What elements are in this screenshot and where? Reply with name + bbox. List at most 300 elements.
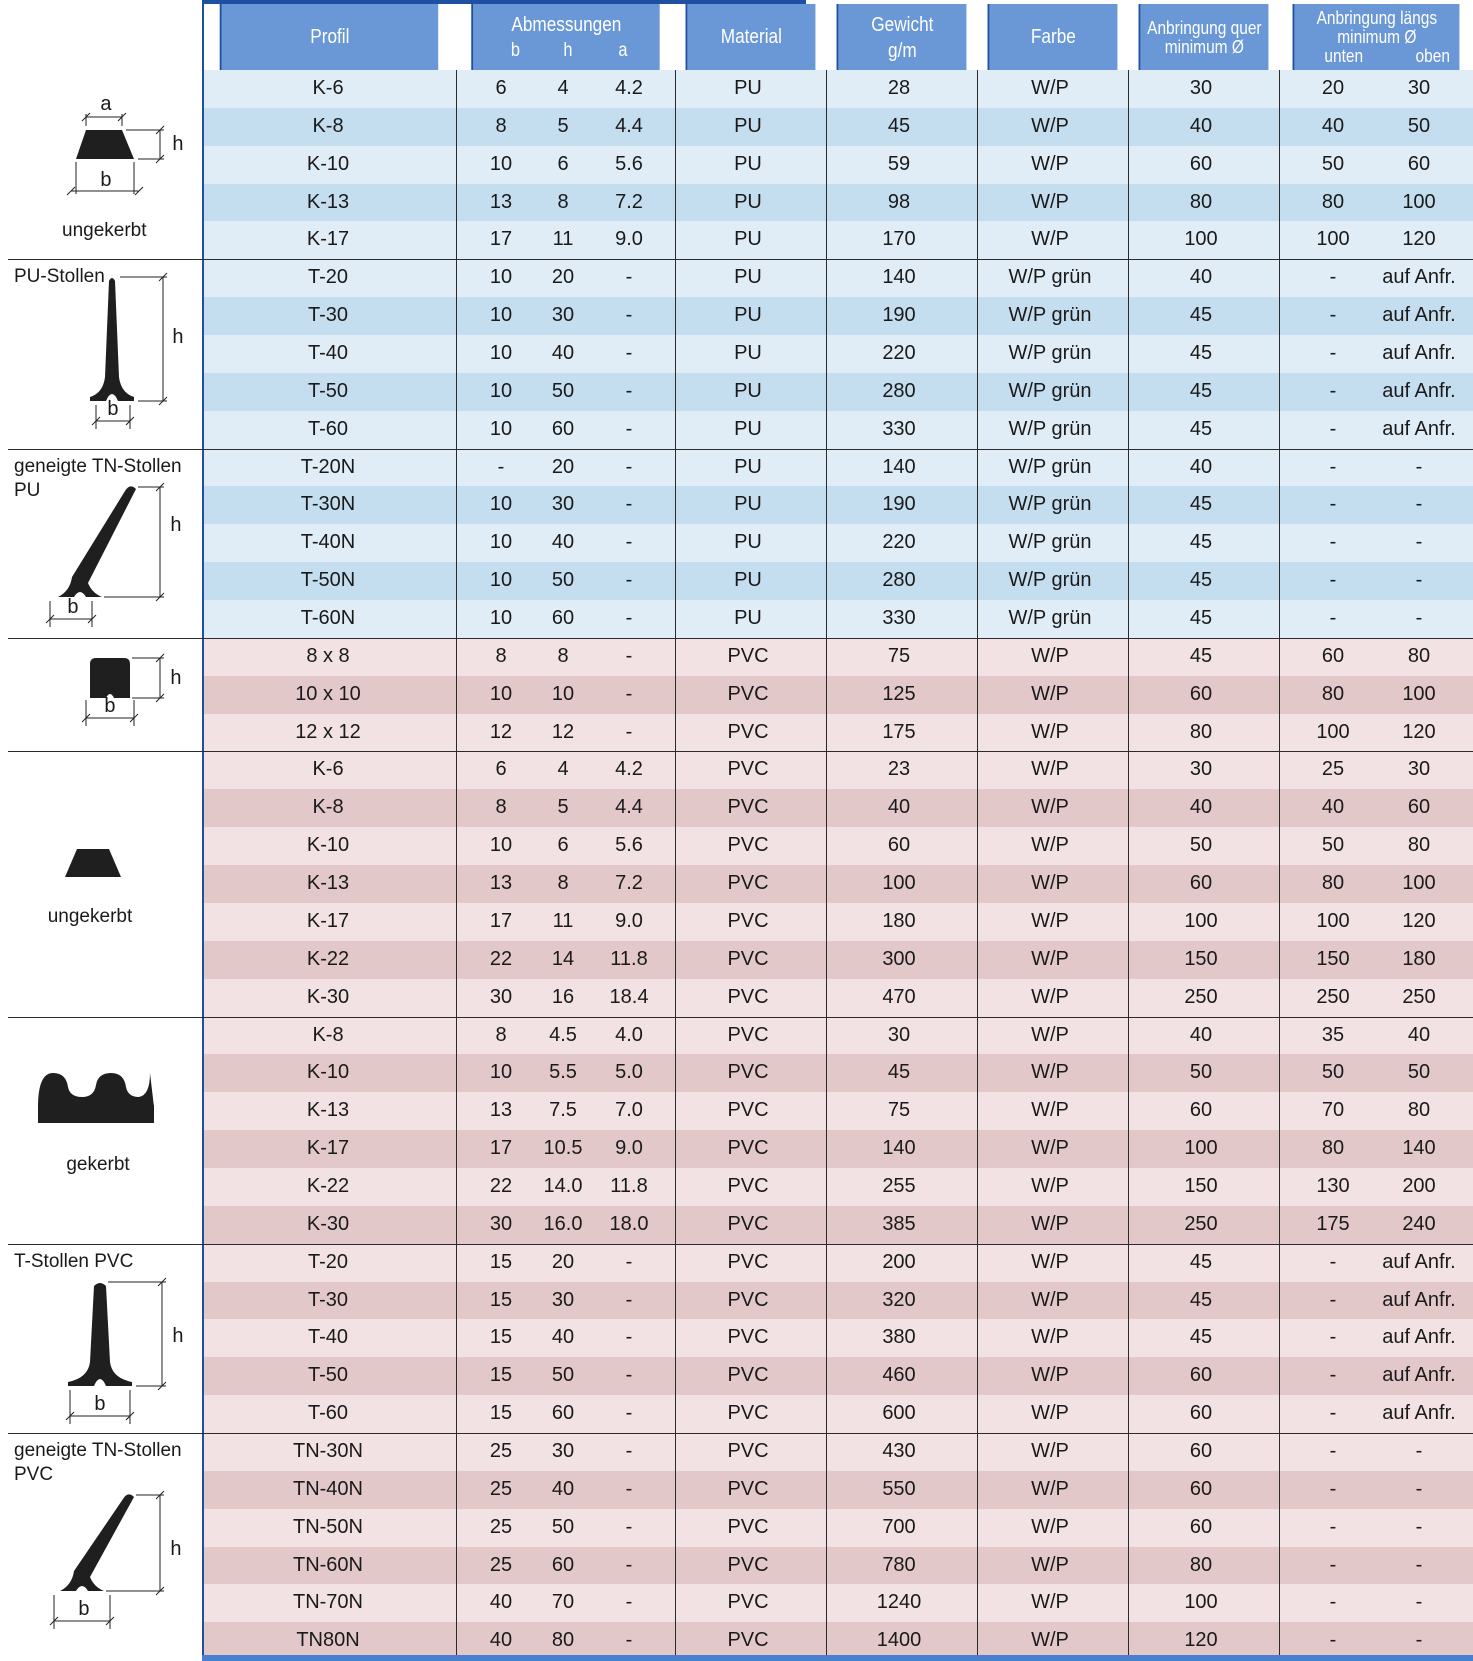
cell-dim-h: 5 bbox=[557, 796, 569, 819]
cell-profil: T-60 bbox=[307, 417, 349, 440]
cell-quer: 60 bbox=[1189, 872, 1213, 895]
cell-material: PU bbox=[734, 228, 762, 251]
table-row bbox=[202, 146, 1473, 184]
cell-laengs-unten: 130 bbox=[1316, 1174, 1350, 1197]
cell-dim-a: - bbox=[625, 569, 633, 592]
cell-laengs-oben: auf Anfr. bbox=[1382, 1402, 1456, 1425]
cell-profil: 12 x 12 bbox=[295, 720, 361, 743]
cell-quer: 50 bbox=[1189, 834, 1213, 857]
cell-laengs-unten: - bbox=[1329, 379, 1337, 402]
cell-dim-h: 20 bbox=[551, 266, 575, 289]
cell-laengs-oben: - bbox=[1415, 1477, 1423, 1500]
table-row bbox=[202, 1017, 1473, 1055]
cell-laengs-unten: 50 bbox=[1321, 152, 1345, 175]
cell-laengs-oben: auf Anfr. bbox=[1382, 1326, 1456, 1349]
cell-dim-b: 10 bbox=[489, 607, 513, 630]
table-row bbox=[202, 297, 1473, 335]
cell-dim-a: - bbox=[625, 1364, 633, 1387]
cell-profil: TN-70N bbox=[292, 1591, 363, 1614]
cell-dim-b: 25 bbox=[489, 1515, 513, 1538]
cell-material: PU bbox=[734, 114, 762, 137]
cell-quer: 45 bbox=[1189, 342, 1213, 365]
cell-farbe: W/P bbox=[1031, 77, 1069, 99]
header-abmessungen-label: Abmessungen bbox=[511, 14, 622, 36]
cell-dim-a: 7.2 bbox=[615, 190, 643, 213]
header-farbe bbox=[988, 4, 1118, 70]
cell-profil: T-20N bbox=[300, 455, 356, 478]
cell-laengs-unten: - bbox=[1329, 1326, 1337, 1349]
cell-gewicht: 190 bbox=[882, 493, 916, 516]
cell-dim-h: 7.5 bbox=[549, 1099, 577, 1122]
cell-farbe: W/P bbox=[1031, 1099, 1069, 1122]
cell-laengs-unten: 80 bbox=[1321, 1137, 1345, 1160]
cell-laengs-oben: 50 bbox=[1407, 114, 1431, 137]
cell-quer: 150 bbox=[1184, 1174, 1218, 1197]
cell-dim-h: 50 bbox=[551, 379, 575, 402]
cell-laengs-oben: 30 bbox=[1407, 77, 1431, 99]
cell-laengs-oben: 120 bbox=[1402, 909, 1436, 932]
cell-farbe: W/P bbox=[1031, 1250, 1069, 1273]
cell-gewicht: 100 bbox=[882, 872, 916, 895]
cell-dim-a: - bbox=[625, 1288, 633, 1311]
table-row bbox=[202, 676, 1473, 714]
cell-dim-a: 11.8 bbox=[610, 947, 648, 970]
cell-dim-h: 11 bbox=[552, 228, 574, 251]
cell-material: PVC bbox=[727, 872, 769, 895]
cell-dim-a: - bbox=[625, 1326, 633, 1349]
cell-dim-b: 10 bbox=[489, 304, 513, 327]
cell-farbe: W/P grün bbox=[1008, 569, 1092, 592]
table-row bbox=[202, 335, 1473, 373]
cell-dim-a: 4.0 bbox=[615, 1023, 643, 1046]
cell-material: PVC bbox=[727, 1553, 769, 1576]
cell-laengs-unten: 80 bbox=[1321, 872, 1345, 895]
cell-dim-b: 10 bbox=[489, 493, 513, 516]
cell-gewicht: 550 bbox=[882, 1477, 916, 1500]
table-row bbox=[202, 789, 1473, 827]
cell-material: PU bbox=[734, 342, 762, 365]
cell-profil: T-50 bbox=[307, 1364, 349, 1387]
cell-laengs-unten: - bbox=[1329, 266, 1337, 289]
cell-dim-a: 18.4 bbox=[609, 985, 649, 1008]
header-laengs-unten: unten bbox=[1324, 46, 1364, 66]
cell-dim-b: 8 bbox=[495, 1023, 507, 1046]
cell-laengs-oben: auf Anfr. bbox=[1382, 417, 1456, 440]
cell-dim-a: - bbox=[625, 493, 633, 516]
cell-dim-a: - bbox=[625, 266, 633, 289]
cell-laengs-oben: 80 bbox=[1407, 644, 1431, 667]
group-separator bbox=[8, 1017, 1473, 1018]
cell-laengs-unten: 100 bbox=[1316, 720, 1350, 743]
cell-dim-b: 15 bbox=[489, 1402, 513, 1425]
group-separator bbox=[8, 1433, 1473, 1434]
cell-dim-h: 5.5 bbox=[549, 1061, 577, 1084]
table-row bbox=[202, 1092, 1473, 1130]
group-label: PU bbox=[14, 479, 41, 501]
table-row bbox=[202, 1054, 1473, 1092]
cell-dim-h: 20 bbox=[551, 1250, 575, 1273]
cell-gewicht: 600 bbox=[882, 1402, 916, 1425]
cell-quer: 80 bbox=[1189, 190, 1213, 213]
header-dim-a: a bbox=[618, 40, 628, 61]
table-row bbox=[202, 827, 1473, 865]
cell-gewicht: 140 bbox=[882, 266, 916, 289]
square-profile-shape bbox=[90, 658, 130, 698]
cell-dim-a: - bbox=[625, 720, 633, 743]
cell-dim-h: 14 bbox=[551, 947, 575, 970]
header-abmessungen bbox=[471, 4, 659, 70]
cell-laengs-unten: 175 bbox=[1316, 1212, 1350, 1235]
cell-quer: 45 bbox=[1189, 304, 1213, 327]
header-laengs-line2: minimum Ø bbox=[1337, 27, 1417, 47]
cell-material: PVC bbox=[727, 1061, 769, 1084]
cell-gewicht: 75 bbox=[887, 644, 911, 667]
cell-dim-a: - bbox=[625, 1402, 633, 1425]
group-separator bbox=[8, 1244, 1473, 1245]
cell-dim-h: 40 bbox=[551, 1477, 575, 1500]
cell-material: PVC bbox=[727, 796, 769, 819]
cell-gewicht: 1400 bbox=[876, 1629, 922, 1652]
cell-dim-b: 8 bbox=[495, 114, 507, 137]
cell-dim-h: 40 bbox=[551, 531, 575, 554]
cell-material: PVC bbox=[727, 1288, 769, 1311]
cell-laengs-unten: - bbox=[1329, 569, 1337, 592]
cell-quer: 45 bbox=[1189, 607, 1213, 630]
cell-laengs-oben: 50 bbox=[1407, 1061, 1431, 1084]
table-row bbox=[202, 108, 1473, 146]
cell-quer: 45 bbox=[1189, 1250, 1213, 1273]
cell-material: PVC bbox=[727, 1439, 769, 1462]
t-cleat-wide-dimensioned-icon bbox=[8, 1244, 202, 1433]
cell-material: PU bbox=[734, 77, 762, 99]
cell-dim-a: - bbox=[625, 342, 633, 365]
table-row bbox=[202, 184, 1473, 222]
cell-gewicht: 40 bbox=[887, 796, 911, 819]
cell-material: PVC bbox=[727, 758, 769, 781]
cell-farbe: W/P bbox=[1031, 909, 1069, 932]
cell-quer: 30 bbox=[1189, 758, 1213, 781]
table-row bbox=[202, 259, 1473, 297]
group-separator bbox=[8, 259, 1473, 260]
trapezoid-dimensioned-icon bbox=[8, 70, 202, 259]
cell-gewicht: 1240 bbox=[876, 1591, 922, 1614]
cell-quer: 45 bbox=[1189, 644, 1213, 667]
cell-gewicht: 780 bbox=[882, 1553, 916, 1576]
cell-dim-a: 18.0 bbox=[609, 1212, 649, 1235]
cell-farbe: W/P grün bbox=[1008, 342, 1092, 365]
cell-dim-h: 30 bbox=[551, 1288, 575, 1311]
group-cell bbox=[8, 1433, 202, 1660]
table-row bbox=[202, 70, 1473, 108]
cell-dim-a: - bbox=[625, 417, 633, 440]
cell-gewicht: 75 bbox=[887, 1099, 911, 1122]
group-separator bbox=[8, 449, 1473, 450]
table-row bbox=[202, 449, 1473, 487]
cell-dim-h: 4.5 bbox=[549, 1023, 577, 1046]
dimension-label: h bbox=[170, 513, 182, 536]
cell-laengs-unten: - bbox=[1329, 1553, 1337, 1576]
cell-profil: TN-30N bbox=[292, 1439, 363, 1462]
header-dim-b: b bbox=[510, 40, 520, 61]
inclined-cleat-shape bbox=[58, 486, 136, 597]
cell-laengs-unten: 60 bbox=[1321, 644, 1345, 667]
cell-gewicht: 460 bbox=[882, 1364, 916, 1387]
table-row bbox=[202, 1471, 1473, 1509]
dimension-label: b bbox=[104, 694, 116, 717]
cell-dim-b: 25 bbox=[489, 1553, 513, 1576]
cell-laengs-unten: 100 bbox=[1316, 228, 1350, 251]
table-row bbox=[202, 1509, 1473, 1547]
cell-laengs-oben: auf Anfr. bbox=[1382, 304, 1456, 327]
cell-laengs-unten: - bbox=[1329, 531, 1337, 554]
cell-dim-a: 5.6 bbox=[615, 152, 643, 175]
cell-dim-a: - bbox=[625, 304, 633, 327]
cell-material: PU bbox=[734, 417, 762, 440]
cell-quer: 100 bbox=[1184, 909, 1218, 932]
cell-laengs-oben: 200 bbox=[1402, 1174, 1436, 1197]
cell-dim-h: 16.0 bbox=[543, 1212, 583, 1235]
cell-profil: TN-40N bbox=[292, 1477, 363, 1500]
cell-dim-a: - bbox=[625, 1629, 633, 1652]
cell-laengs-oben: - bbox=[1415, 455, 1423, 478]
group-cell bbox=[8, 1244, 202, 1433]
cell-dim-b: 10 bbox=[489, 266, 513, 289]
cell-farbe: W/P bbox=[1031, 114, 1069, 137]
cell-dim-h: 8 bbox=[557, 190, 569, 213]
cell-profil: T-40 bbox=[307, 342, 349, 365]
cell-material: PVC bbox=[727, 720, 769, 743]
cell-dim-h: 5 bbox=[557, 114, 569, 137]
cell-dim-h: 10.5 bbox=[543, 1137, 583, 1160]
cell-laengs-oben: - bbox=[1415, 1591, 1423, 1614]
cell-farbe: W/P bbox=[1031, 1402, 1069, 1425]
cell-dim-h: 8 bbox=[557, 644, 569, 667]
cell-quer: 45 bbox=[1189, 1288, 1213, 1311]
cell-laengs-oben: 100 bbox=[1402, 872, 1436, 895]
cell-profil: K-22 bbox=[306, 947, 350, 970]
header-laengs-oben: oben bbox=[1415, 46, 1451, 66]
header-farbe-label: Farbe bbox=[1030, 26, 1076, 48]
cell-laengs-unten: 35 bbox=[1321, 1023, 1345, 1046]
cell-farbe: W/P bbox=[1031, 1212, 1069, 1235]
cell-gewicht: 140 bbox=[882, 1137, 916, 1160]
t-cleat-shape bbox=[90, 278, 134, 401]
cell-laengs-oben: - bbox=[1415, 1439, 1423, 1462]
cell-dim-a: - bbox=[625, 682, 633, 705]
cell-laengs-unten: - bbox=[1329, 417, 1337, 440]
cell-dim-b: 17 bbox=[489, 909, 513, 932]
table-row bbox=[202, 600, 1473, 638]
column-separator bbox=[202, 0, 204, 1655]
cell-laengs-unten: - bbox=[1329, 1250, 1337, 1273]
cell-farbe: W/P bbox=[1031, 1023, 1069, 1046]
cell-material: PVC bbox=[727, 1099, 769, 1122]
cell-profil: K-17 bbox=[306, 1137, 350, 1160]
table-row bbox=[202, 638, 1473, 676]
table-row bbox=[202, 865, 1473, 903]
dimension-label: b bbox=[100, 168, 112, 191]
cell-quer: 100 bbox=[1184, 228, 1218, 251]
cell-farbe: W/P bbox=[1031, 1288, 1069, 1311]
cell-dim-a: - bbox=[625, 1553, 633, 1576]
cell-dim-b: 40 bbox=[489, 1591, 513, 1614]
cell-laengs-oben: 80 bbox=[1407, 834, 1431, 857]
cell-dim-a: - bbox=[625, 1477, 633, 1500]
cell-material: PVC bbox=[727, 1174, 769, 1197]
cell-profil: K-10 bbox=[306, 1061, 350, 1084]
header-dim-h: h bbox=[563, 40, 573, 61]
cell-material: PVC bbox=[727, 1477, 769, 1500]
cell-profil: T-60N bbox=[300, 607, 356, 630]
cell-quer: 60 bbox=[1189, 1515, 1213, 1538]
group-label: T-Stollen PVC bbox=[14, 1250, 134, 1272]
cell-quer: 40 bbox=[1189, 1023, 1213, 1046]
group-label: ungekerbt bbox=[62, 220, 147, 242]
group-label: PU-Stollen bbox=[14, 266, 105, 288]
table-row bbox=[202, 1130, 1473, 1168]
cell-laengs-oben: - bbox=[1415, 569, 1423, 592]
cell-farbe: W/P bbox=[1031, 1515, 1069, 1538]
cell-farbe: W/P grün bbox=[1008, 304, 1092, 327]
dimension-label: b bbox=[67, 595, 79, 618]
cell-material: PU bbox=[734, 190, 762, 213]
dimension-label: a bbox=[100, 92, 112, 115]
cell-material: PVC bbox=[727, 985, 769, 1008]
inclined-cleat-shape bbox=[60, 1494, 134, 1591]
table-row bbox=[202, 1168, 1473, 1206]
cell-dim-b: 10 bbox=[489, 379, 513, 402]
cell-farbe: W/P bbox=[1031, 1364, 1069, 1387]
cell-profil: K-13 bbox=[306, 872, 350, 895]
cell-farbe: W/P grün bbox=[1008, 607, 1092, 630]
cell-farbe: W/P bbox=[1031, 1591, 1069, 1614]
cell-dim-b: 15 bbox=[489, 1250, 513, 1273]
cell-material: PU bbox=[734, 569, 762, 592]
cell-gewicht: 330 bbox=[882, 607, 916, 630]
cell-dim-b: 25 bbox=[489, 1477, 513, 1500]
cell-laengs-oben: auf Anfr. bbox=[1382, 1250, 1456, 1273]
cell-laengs-unten: - bbox=[1329, 1364, 1337, 1387]
cell-farbe: W/P bbox=[1031, 1477, 1069, 1500]
cell-dim-a: - bbox=[625, 644, 633, 667]
cell-dim-h: 6 bbox=[557, 152, 569, 175]
cell-quer: 250 bbox=[1184, 985, 1218, 1008]
group-label: PVC bbox=[14, 1463, 54, 1485]
header-quer-line2: minimum Ø bbox=[1164, 37, 1244, 57]
cell-material: PVC bbox=[727, 1137, 769, 1160]
cell-dim-a: 4.4 bbox=[615, 796, 643, 819]
cell-material: PVC bbox=[727, 682, 769, 705]
cell-dim-a: - bbox=[625, 455, 633, 478]
cell-dim-a: - bbox=[625, 379, 633, 402]
cell-dim-b: 10 bbox=[489, 1061, 513, 1084]
cell-dim-b: 22 bbox=[489, 947, 513, 970]
cell-gewicht: 59 bbox=[887, 152, 911, 175]
cell-dim-b: 13 bbox=[489, 872, 513, 895]
cell-gewicht: 430 bbox=[882, 1439, 916, 1462]
cell-dim-h: 8 bbox=[557, 872, 569, 895]
cell-dim-b: 30 bbox=[489, 985, 513, 1008]
table-row bbox=[202, 411, 1473, 449]
cell-dim-b: 15 bbox=[489, 1364, 513, 1387]
cell-gewicht: 125 bbox=[882, 682, 916, 705]
cell-laengs-oben: 100 bbox=[1402, 190, 1436, 213]
cell-gewicht: 45 bbox=[887, 114, 911, 137]
cell-laengs-unten: - bbox=[1329, 1515, 1337, 1538]
cell-dim-b: 15 bbox=[489, 1288, 513, 1311]
cell-profil: K-30 bbox=[306, 985, 350, 1008]
notched-profile-shape bbox=[38, 1072, 154, 1106]
cell-farbe: W/P bbox=[1031, 796, 1069, 819]
cell-farbe: W/P grün bbox=[1008, 417, 1092, 440]
column-separator bbox=[826, 70, 827, 1655]
header-laengs-line1: Anbringung längs bbox=[1316, 8, 1438, 28]
dimension-label: h bbox=[170, 666, 182, 689]
cell-laengs-oben: - bbox=[1415, 493, 1423, 516]
cell-laengs-unten: 80 bbox=[1321, 682, 1345, 705]
cell-quer: 45 bbox=[1189, 379, 1213, 402]
cell-profil: T-40 bbox=[307, 1326, 349, 1349]
cell-material: PVC bbox=[727, 1250, 769, 1273]
cell-farbe: W/P grün bbox=[1008, 266, 1092, 289]
cell-laengs-oben: - bbox=[1415, 1553, 1423, 1576]
cell-laengs-unten: 40 bbox=[1321, 114, 1345, 137]
column-separator bbox=[1128, 70, 1129, 1655]
cell-dim-a: - bbox=[625, 1515, 633, 1538]
cell-material: PU bbox=[734, 152, 762, 175]
table-row bbox=[202, 979, 1473, 1017]
cell-laengs-unten: - bbox=[1329, 455, 1337, 478]
cell-laengs-unten: 150 bbox=[1316, 947, 1350, 970]
table-row bbox=[202, 373, 1473, 411]
cell-farbe: W/P grün bbox=[1008, 531, 1092, 554]
cell-dim-b: 22 bbox=[489, 1174, 513, 1197]
cell-material: PU bbox=[734, 304, 762, 327]
header-profil-label: Profil bbox=[310, 26, 350, 48]
cell-farbe: W/P bbox=[1031, 834, 1069, 857]
cell-material: PU bbox=[734, 455, 762, 478]
cell-profil: TN80N bbox=[296, 1629, 360, 1652]
cell-quer: 45 bbox=[1189, 493, 1213, 516]
cell-farbe: W/P bbox=[1031, 985, 1069, 1008]
cell-quer: 60 bbox=[1189, 152, 1213, 175]
table-row bbox=[202, 903, 1473, 941]
cell-dim-a: 5.0 bbox=[615, 1061, 643, 1084]
cell-laengs-oben: - bbox=[1415, 1515, 1423, 1538]
cell-dim-h: 30 bbox=[551, 493, 575, 516]
cell-farbe: W/P grün bbox=[1008, 379, 1092, 402]
cell-material: PVC bbox=[727, 1629, 769, 1652]
cell-quer: 45 bbox=[1189, 417, 1213, 440]
cell-laengs-unten: 50 bbox=[1321, 834, 1345, 857]
table-row bbox=[202, 1547, 1473, 1585]
cell-laengs-unten: - bbox=[1329, 1591, 1337, 1614]
cell-laengs-oben: 60 bbox=[1407, 152, 1431, 175]
cell-farbe: W/P bbox=[1031, 682, 1069, 705]
header-gewicht bbox=[837, 4, 967, 70]
cell-gewicht: 320 bbox=[882, 1288, 916, 1311]
table-row bbox=[202, 1395, 1473, 1433]
cell-dim-h: 30 bbox=[551, 1439, 575, 1462]
trapezoid-icon bbox=[8, 751, 202, 1016]
header-laengs bbox=[1293, 4, 1460, 70]
cell-dim-h: 11 bbox=[552, 909, 574, 932]
cell-laengs-oben: 120 bbox=[1402, 720, 1436, 743]
cell-dim-a: 7.0 bbox=[615, 1099, 643, 1122]
cell-laengs-unten: 50 bbox=[1321, 1061, 1345, 1084]
cell-laengs-oben: 100 bbox=[1402, 682, 1436, 705]
cell-dim-h: 4 bbox=[557, 77, 569, 99]
